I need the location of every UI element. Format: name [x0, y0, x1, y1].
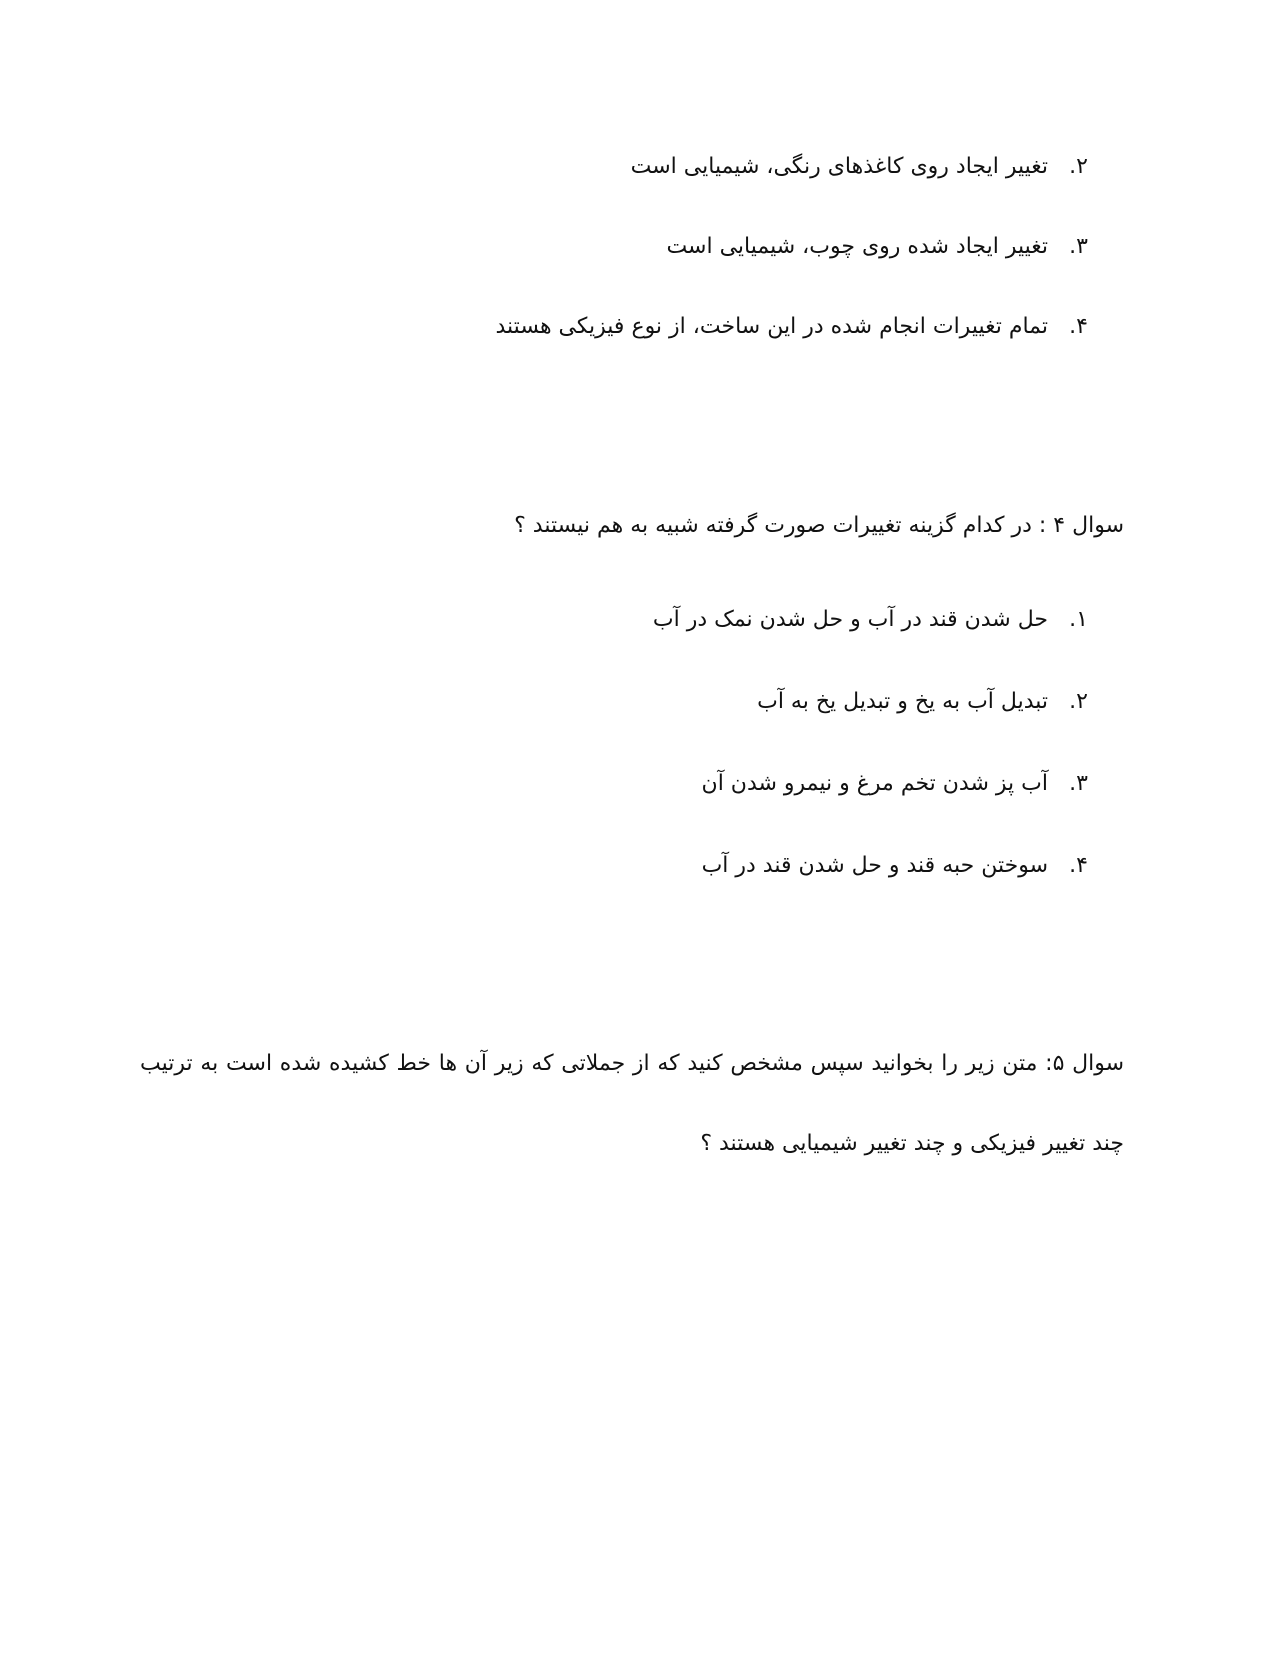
option-number: ۲. [1069, 154, 1088, 179]
option-text: آب پز شدن تخم مرغ و نیمرو شدن آن [701, 771, 1048, 796]
option-number: ۲. [1069, 689, 1088, 714]
option-item [702, 769, 1088, 799]
option-number: ۴. [1069, 853, 1088, 878]
option-number: ۳. [1069, 771, 1088, 796]
option-text: تبدیل آب به یخ و تبدیل یخ به آب [757, 689, 1048, 714]
option-number: ۴. [1069, 314, 1088, 339]
option-item [631, 152, 1088, 182]
question-4-text: سوال ۴ : در کدام گزینه تغییرات صورت گرفته شبیه به هم نیستند ؟ [514, 513, 1124, 538]
option-number: ۱. [1069, 607, 1088, 632]
option-number: ۳. [1069, 234, 1088, 259]
option-text: تغییر ایجاد شده روی چوب، شیمیایی است [666, 234, 1048, 259]
question-5-line-2: چند تغییر فیزیکی و چند تغییر شیمیایی هستند ؟ [700, 1131, 1124, 1156]
option-item [653, 605, 1088, 635]
option-item [757, 687, 1088, 717]
option-item [496, 312, 1089, 342]
option-text: تمام تغییرات انجام شده در این ساخت، از نوع فیزیکی هستند [495, 314, 1048, 339]
option-text: سوختن حبه قند و حل شدن قند در آب [701, 853, 1048, 878]
option-text: حل شدن قند در آب و حل شدن نمک در آب [652, 607, 1048, 632]
question-5-line-1: سوال ۵: متن زیر را بخوانید سپس مشخص کنید که از جملاتی که زیر آن ها خط کشیده شده است به ترتیب [140, 1051, 1125, 1076]
option-text: تغییر ایجاد روی کاغذهای رنگی، شیمیایی است [630, 154, 1048, 179]
option-item [666, 232, 1088, 262]
option-item [702, 851, 1088, 881]
